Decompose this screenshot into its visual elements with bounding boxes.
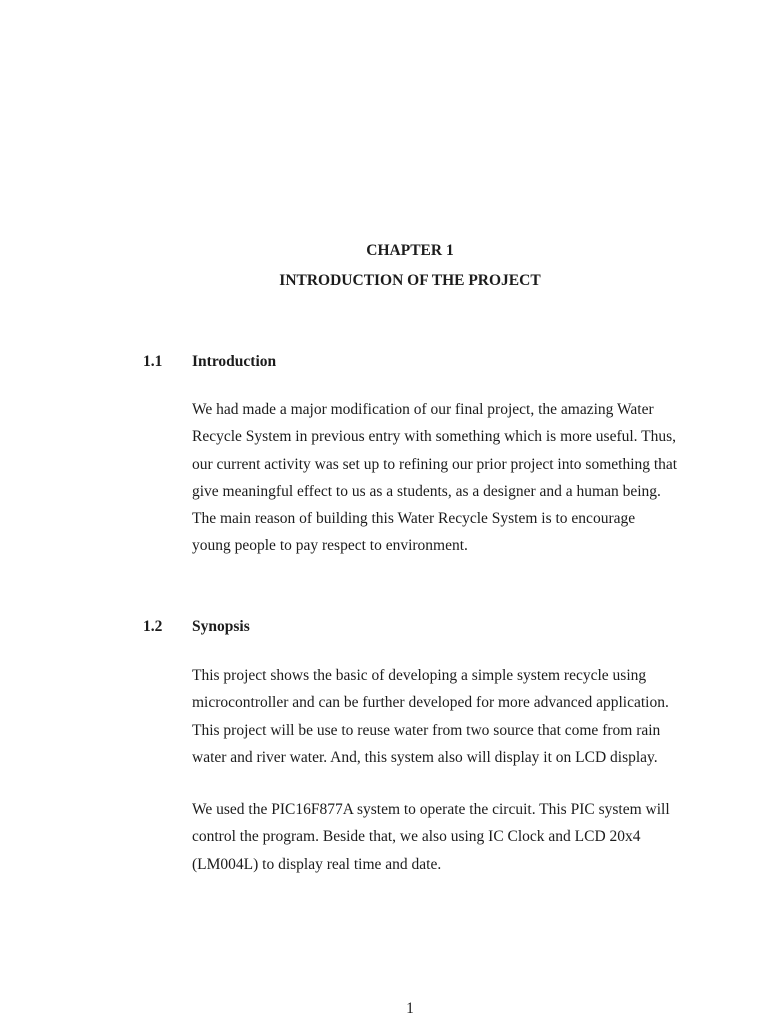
text-line: give meaningful effect to us as a students, as a designer and a human being.	[192, 482, 661, 500]
text-line: We had made a major modification of our final project, the amazing Water	[192, 401, 654, 418]
text-line: (LM004L) to display real time and date.	[192, 855, 442, 873]
section-number: 1.2	[143, 618, 163, 635]
section-title: Synopsis	[192, 618, 250, 635]
section-title: Introduction	[192, 353, 277, 370]
text-line: our current activity was set up to refining our prior project into something that	[192, 455, 678, 473]
text-line: This project will be use to reuse water from two source that come from rain	[192, 721, 661, 739]
page-number: 1	[406, 1000, 414, 1017]
text-line: microcontroller and can be further developed for more advanced application.	[192, 694, 669, 712]
chapter-title-block	[143, 236, 677, 296]
text-line: The main reason of building this Water Recycle System is to encourage	[192, 510, 636, 528]
section-heading-synopsis	[143, 613, 677, 640]
text-line: This project shows the basic of developing a simple system recycle using	[192, 667, 647, 684]
chapter-subtitle: INTRODUCTION OF THE PROJECT	[279, 272, 541, 289]
paragraph-synopsis-2	[192, 796, 732, 878]
chapter-title: CHAPTER 1	[366, 242, 454, 259]
text-line: control the program. Beside that, we also using IC Clock and LCD 20x4	[192, 828, 641, 846]
text-line: Recycle System in previous entry with something which is more useful. Thus,	[192, 428, 677, 446]
text-line: We used the PIC16F877A system to operate the circuit. This PIC system will	[192, 801, 670, 818]
text-line: water and river water. And, this system also will display it on LCD display.	[192, 748, 658, 766]
text-line: young people to pay respect to environment.	[192, 537, 468, 555]
paragraph-synopsis-1	[192, 662, 732, 771]
section-number: 1.1	[143, 353, 163, 370]
paragraph-introduction	[192, 396, 732, 560]
section-heading-introduction	[143, 348, 677, 375]
